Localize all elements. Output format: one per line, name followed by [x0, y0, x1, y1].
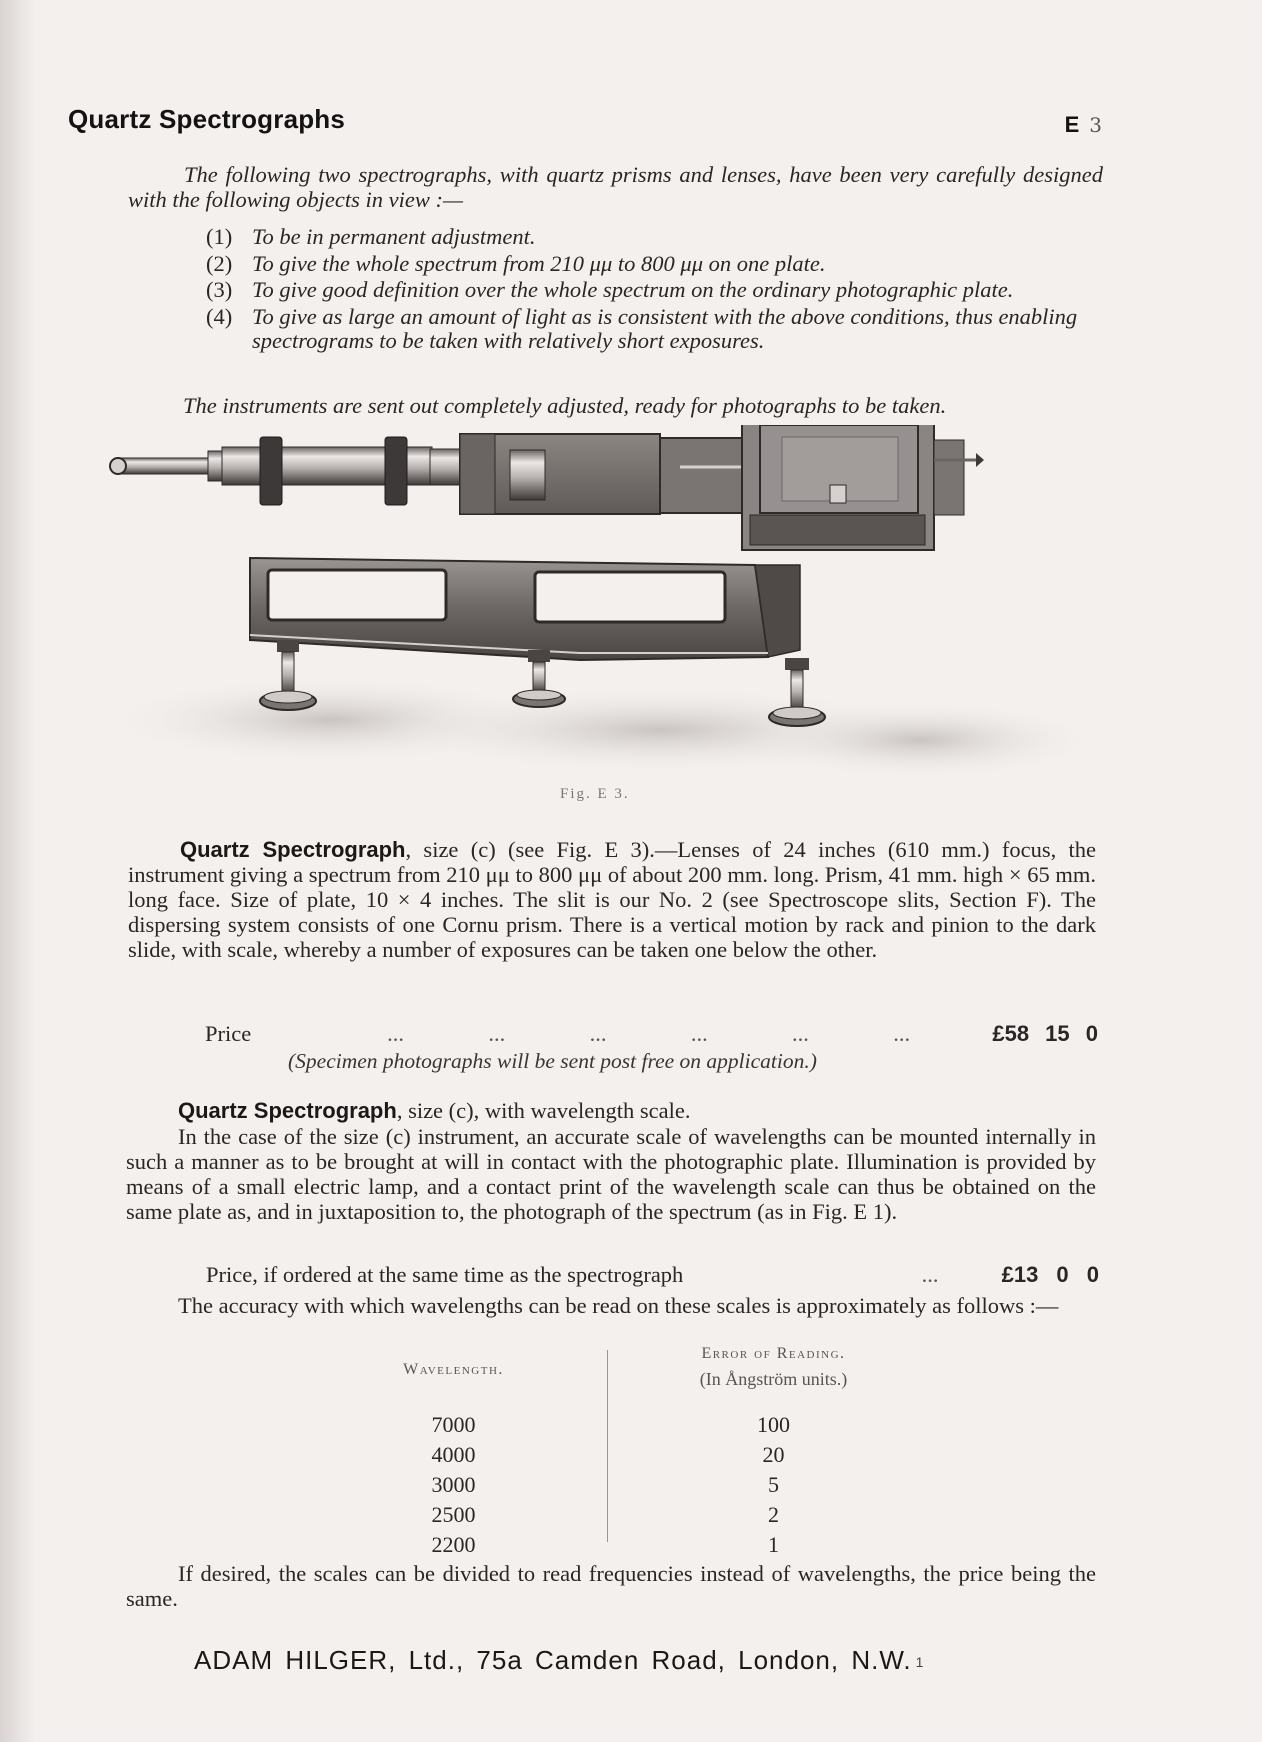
- base-frame: [250, 558, 800, 660]
- objective-item: [206, 305, 1103, 354]
- collimator-tube: [110, 437, 460, 505]
- objective-number: (2): [206, 250, 233, 276]
- error-cell: 20: [762, 1442, 785, 1467]
- page-title: Quartz Spectrographs: [68, 104, 346, 134]
- intro-paragraph: The following two spectrographs, with quartz prisms and lenses, have been very carefully designed with the following objects in view :—: [128, 162, 1103, 212]
- accuracy-intro: The accuracy with which wavelengths can be read on these scales is approximately as follows :—: [178, 1293, 1059, 1318]
- intro-closing-line: The instruments are sent out completely adjusted, ready for photographs to be taken.: [183, 393, 947, 418]
- error-column: [607, 1345, 940, 1560]
- error-header-block: [607, 1345, 940, 1410]
- prism-housing: [460, 434, 660, 514]
- product2-price-label: Price, if ordered at the same time as the spectrograph: [206, 1262, 684, 1287]
- objective-text: To give good definition over the whole spectrum on the ordinary photographic plate.: [252, 277, 1014, 302]
- wavelength-cell: 7000: [431, 1412, 476, 1437]
- figure-caption: Fig. E 3.: [560, 786, 630, 802]
- product2-price: £13 0 0: [1001, 1262, 1099, 1287]
- objective-item: [206, 252, 1103, 277]
- error-cell: 100: [757, 1412, 790, 1437]
- product2-description: In the case of the size (c) instrument, an accurate scale of wavelengths can be mounted internally in such a manner as to be brought at will in contact with the photographic plate. Illumination is provided by means of a small electric lamp, and a contact print of the wavelength scale can thus be obtained on the same plate as, and in juxtaposition to, the photograph of the spectrum (as in Fig. E 1).: [126, 1124, 1096, 1224]
- product1-name: Quartz Spectrograph: [180, 837, 406, 862]
- leader-dot: ...: [893, 1021, 911, 1046]
- leader-dot: ...: [690, 1021, 708, 1046]
- error-cell: 2: [768, 1502, 779, 1527]
- plate-holder: [742, 425, 984, 550]
- error-cell: 5: [768, 1472, 779, 1497]
- frequency-note: If desired, the scales can be divided to read frequencies instead of wavelengths, the price being the same.: [126, 1561, 1096, 1611]
- leader-dots: ...: [921, 1262, 939, 1287]
- wavelength-cell: 2500: [431, 1502, 476, 1527]
- product2-name: Quartz Spectrograph: [178, 1098, 397, 1123]
- publisher-footer: [194, 1645, 924, 1676]
- objective-text: To be in permanent adjustment.: [252, 224, 536, 249]
- page-edge-shadow: [0, 0, 36, 1742]
- section-page-marker: [1065, 112, 1102, 138]
- error-header: Error of Reading.: [701, 1345, 846, 1362]
- wavelength-column: [300, 1345, 607, 1560]
- product2-heading: [178, 1098, 690, 1124]
- objective-item: [206, 278, 1103, 303]
- leader-dot: ...: [589, 1021, 607, 1046]
- leader-dot: ...: [387, 1021, 405, 1046]
- spectrograph-illustration: [100, 425, 1100, 785]
- objective-number: (4): [206, 303, 233, 329]
- objective-number: (1): [206, 224, 233, 249]
- objective-text: To give as large an amount of light as is consistent with the above conditions, thus enabling spectrograms to be taken with relatively short exposures.: [252, 303, 1078, 353]
- objective-text: To give the whole spectrum from 210 μμ to 800 μμ on one plate.: [252, 250, 826, 276]
- objective-item: [206, 225, 1103, 250]
- wavelength-header: Wavelength.: [403, 1361, 504, 1378]
- wavelength-cell: 2200: [431, 1532, 476, 1557]
- error-subheader: (In Ångström units.): [699, 1369, 848, 1389]
- product1-text: , size (c) (see Fig. E 3).—Lenses of 24 inches (610 mm.) focus, the instrument giving a spectrum from 210 μμ to 800 μμ of about 200 mm. long. Prism, 41 mm. high × 65 mm. long face. Size of plate, 10 × 4 inches. The slit is our No. 2 (see Spectroscope slits, Section F). The dispersing system consists of one Cornu prism. There is a vertical motion by rack and pinion to the dark slide, with scale, whereby a number of exposures can be taken one below the other.: [128, 837, 1096, 962]
- ground-shadow: [100, 675, 1100, 780]
- camera-body: [660, 438, 750, 513]
- product1-price: £58 15 0: [992, 1021, 1098, 1046]
- wavelength-cell: 4000: [431, 1442, 476, 1467]
- leader-dot: ...: [488, 1021, 506, 1046]
- specimen-note: (Specimen photographs will be sent post free on application.): [288, 1049, 817, 1073]
- product1-description: [128, 837, 1096, 962]
- section-letter: E: [1064, 112, 1080, 137]
- footer-mark: 1: [915, 1654, 925, 1671]
- product1-price-label: Price: [205, 1021, 252, 1046]
- leader-dots: [345, 1021, 992, 1047]
- objectives-list: [206, 225, 1103, 356]
- product2-price-row: [206, 1262, 1099, 1288]
- accuracy-table: [300, 1345, 940, 1557]
- wavelength-cell: 3000: [431, 1472, 476, 1497]
- product2-subtitle: , size (c), with wavelength scale.: [396, 1098, 691, 1123]
- product1-price-row: [205, 1021, 1098, 1047]
- page-number: 3: [1089, 113, 1102, 137]
- objective-number: (3): [206, 277, 233, 302]
- leader-dot: ...: [792, 1021, 809, 1046]
- error-cell: 1: [768, 1532, 779, 1557]
- publisher-address: ADAM HILGER, Ltd., 75a Camden Road, London, N.W.: [194, 1645, 912, 1675]
